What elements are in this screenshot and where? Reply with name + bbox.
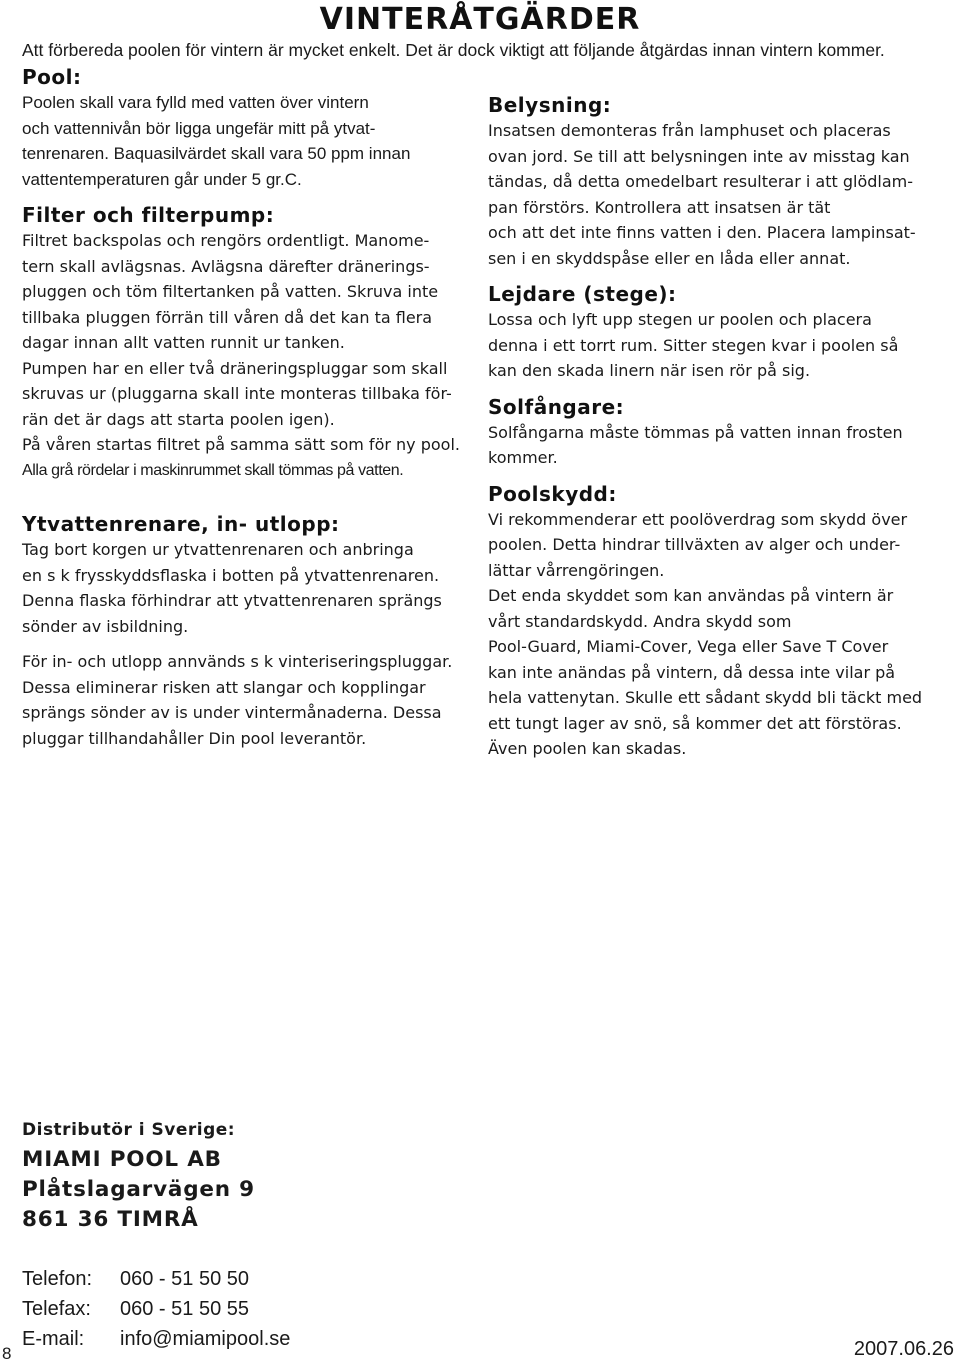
ytvattenrenare-heading: Ytvattenrenare, in- utlopp: xyxy=(22,512,340,536)
email-address: info@miamipool.se xyxy=(120,1328,291,1350)
filter-text-3: På våren startas filtret på samma sätt som för ny pool. xyxy=(22,435,460,454)
contact-row-fax xyxy=(22,1294,290,1324)
contact-label: Telefax: xyxy=(22,1298,91,1320)
pool-text: Poolen skall vara fylld med vatten över vintern och vattennivån bör ligga ungefär mitt på ytvat- tenrenaren. Baquasilvärdet skall vara 50 ppm innan vattentemperaturen går under 5 gr.C. xyxy=(22,93,411,189)
contact-row-phone xyxy=(22,1264,290,1294)
filter-text-4: Alla grå rördelar i maskinrummet skall tömmas på vatten. xyxy=(22,461,404,479)
distributor-heading: Distributör i Sverige: xyxy=(22,1120,236,1140)
belysning-heading: Belysning: xyxy=(488,93,612,117)
lejdare-text: Lossa och lyft upp stegen ur poolen och placera denna i ett torrt rum. Sitter stegen kvar i poolen så kan den skada linern när isen rör på sig. xyxy=(488,310,899,380)
belysning-text: Insatsen demonteras från lamphuset och placeras ovan jord. Se till att belysningen inte av misstag kan tändas, då detta omedelbart resulterar i att glödlam- pan förstörs. Kontrollera att insatsen är tät och att det inte finns vatten i den. Placera lampinsat- sen i en skyddspåse eller en låda eller annat. xyxy=(488,121,916,268)
phone-number: 060 - 51 50 50 xyxy=(120,1268,249,1290)
filter-heading: Filter och filterpump: xyxy=(22,203,275,227)
page-title: VINTERÅTGÄRDER xyxy=(319,2,641,37)
lejdare-heading: Lejdare (stege): xyxy=(488,282,677,306)
poolskydd-heading: Poolskydd: xyxy=(488,481,617,506)
ytvattenrenare-text-2: För in- och utlopp annvänds s k vinteriseringspluggar. Dessa eliminerar risken att slangar och kopplingar sprängs sönder av is under vintermånaderna. Dessa pluggar tillhandahåller Din pool leverantör. xyxy=(22,652,453,748)
contact-label: Telefon: xyxy=(22,1268,93,1290)
solfangare-heading: Solfångare: xyxy=(488,394,625,419)
contact-list xyxy=(22,1264,290,1354)
distributor-city: 861 36 TIMRÅ xyxy=(22,1207,199,1232)
document-date: 2007.06.26 xyxy=(853,1338,954,1360)
pool-heading: Pool: xyxy=(22,65,82,89)
page-number: 8 xyxy=(2,1344,12,1363)
intro-text: Att förbereda poolen för vintern är mycket enkelt. Det är dock viktigt att följande åtgärdas innan vintern kommer. xyxy=(22,40,885,60)
filter-text-1: Filtret backspolas och rengörs ordentligt. Manome- tern skall avlägsnas. Avlägsna därefter dränerings- pluggen och töm filtertanken på vatten. Skruva inte tillbaka pluggen förrän till våren då det kan ta flera dagar innan allt vatten runnit ur tanken. xyxy=(22,231,439,352)
distributor-address xyxy=(22,1145,255,1235)
contact-label: E-mail: xyxy=(22,1328,85,1350)
fax-number: 060 - 51 50 55 xyxy=(120,1298,249,1320)
contact-row-email xyxy=(22,1324,290,1354)
ytvattenrenare-text-1: Tag bort korgen ur ytvattenrenaren och anbringa en s k frysskyddsflaska i botten på ytvattenrenaren. Denna flaska förhindrar att ytvattenrenaren sprängs sönder av isbildning. xyxy=(22,540,442,636)
right-column xyxy=(488,92,943,762)
filter-text-2: Pumpen har en eller två dräneringspluggar som skall skruvas ur (pluggarna skall inte monteras tillbaka för- rän det är dags att starta poolen igen). xyxy=(22,358,452,429)
distributor-name: MIAMI POOL AB xyxy=(22,1147,222,1172)
poolskydd-text: Vi rekommenderar ett poolöverdrag som skydd över poolen. Detta hindrar tillväxten av alger och under- lättar vårrengöringen. Det enda skyddet som kan användas på vintern är vårt standardskydd. Andra skydd som Pool-Guard, Miami-Cover, Vega eller Save T Cover kan inte anändas på vintern, då dessa inte vilar på hela vattenytan. Skulle ett sådant skydd bli täckt med ett tungt lager av snö, så kommer det att förstöras. Även poolen kan skadas. xyxy=(488,509,923,758)
distributor-street: Plåtslagarvägen 9 xyxy=(22,1177,255,1202)
solfangare-text: Solfångarna måste tömmas på vatten innan frosten kommer. xyxy=(488,422,903,467)
left-column xyxy=(22,64,477,751)
